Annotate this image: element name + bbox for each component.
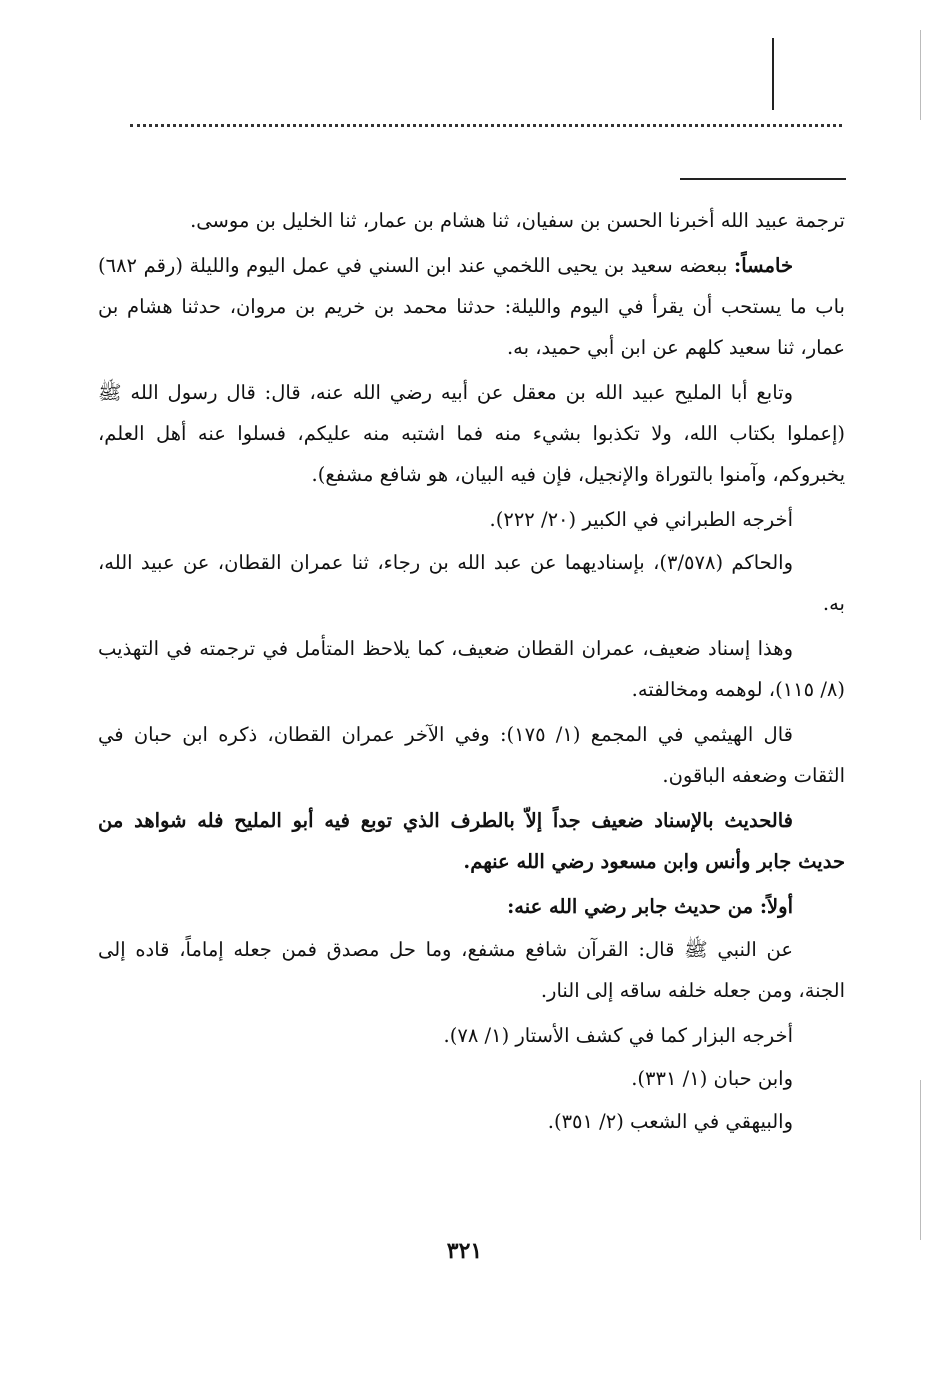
- citation-ibn-hibban: وابن حبان (١/ ٣٣١).: [631, 1067, 793, 1090]
- citation-bayhaqi: والبيهقي في الشعب (٢/ ٣٥١).: [547, 1110, 793, 1133]
- paragraph-ruling: فالحديث بالإسناد ضعيف جداً إلاّ بالطرف الذي توبع فيه أبو المليح فله شواهد من حديث جابر وأنس وابن مسعود رضي الله عنهم.: [98, 809, 845, 873]
- paragraph-2: [98, 245, 845, 368]
- footnote-text: [98, 200, 845, 1144]
- footnote-rule: [680, 178, 846, 180]
- paragraph-hakim: والحاكم (٣/٥٧٨)، بإسناديهما عن عبد الله بن رجاء، ثنا عمران القطان، عن عبيد الله، به.: [98, 551, 845, 615]
- paragraph-isnad-weak: وهذا إسناد ضعيف، عمران القطان ضعيف، كما يلاحظ المتأمل في ترجمته في التهذيب (٨/ ١١٥)، لوهمه ومخالفته.: [98, 637, 845, 701]
- citation-bazzar: أخرجه البزار كما في كشف الأستار (١/ ٧٨).: [443, 1024, 793, 1047]
- scan-edge-mark: [920, 1080, 921, 1240]
- citation-tabarani: أخرجه الطبراني في الكبير (٢٠/ ٢٢٢).: [489, 508, 793, 531]
- scan-edge-mark: [920, 30, 921, 120]
- header-vertical-rule: [772, 38, 774, 110]
- dotted-separator: [130, 124, 842, 127]
- paragraph-haythami: قال الهيثمي في المجمع (١/ ١٧٥): وفي الآخر عمران القطان، ذكره ابن حبان في الثقات وضعفه الباقون.: [98, 723, 845, 787]
- paragraph-2-body: ببعضه سعيد بن يحيى اللخمي عند ابن السني في عمل اليوم والليلة (رقم ٦٨٢) باب ما يستحب أن يقرأ في اليوم والليلة: حدثنا محمد بن خريم بن مروان، حدثنا هشام بن عمار، ثنا سعيد كلهم عن ابن أبي حميد، به.: [98, 254, 845, 359]
- paragraph-1: ترجمة عبيد الله أخبرنا الحسن بن سفيان، ثنا هشام بن عمار، ثنا الخليل بن موسى.: [190, 209, 845, 232]
- paragraph-3: وتابع أبا المليح عبيد الله بن معقل عن أبيه رضي الله عنه، قال: قال رسول الله ﷺ (إعملوا بكتاب الله، ولا تكذبوا بشيء منه فما اشتبه منه عليكم، فسلوا عنه أهل العلم، يخبروكم، وآمنوا بالتوراة والإنجيل، فإن فيه البيان، هو شافع مشفع).: [98, 381, 845, 486]
- section-heading-jabir: أولاً: من حديث جابر رضي الله عنه:: [507, 895, 793, 918]
- paragraph-jabir-hadith: عن النبي ﷺ قال: القرآن شافع مشفع، وما حل مصدق فمن جعله إماماً، قاده إلى الجنة، ومن جعله خلفه ساقه إلى النار.: [98, 938, 845, 1002]
- page-number: ٣٢١: [446, 1238, 483, 1264]
- paragraph-2-lead: خامساً:: [734, 254, 793, 277]
